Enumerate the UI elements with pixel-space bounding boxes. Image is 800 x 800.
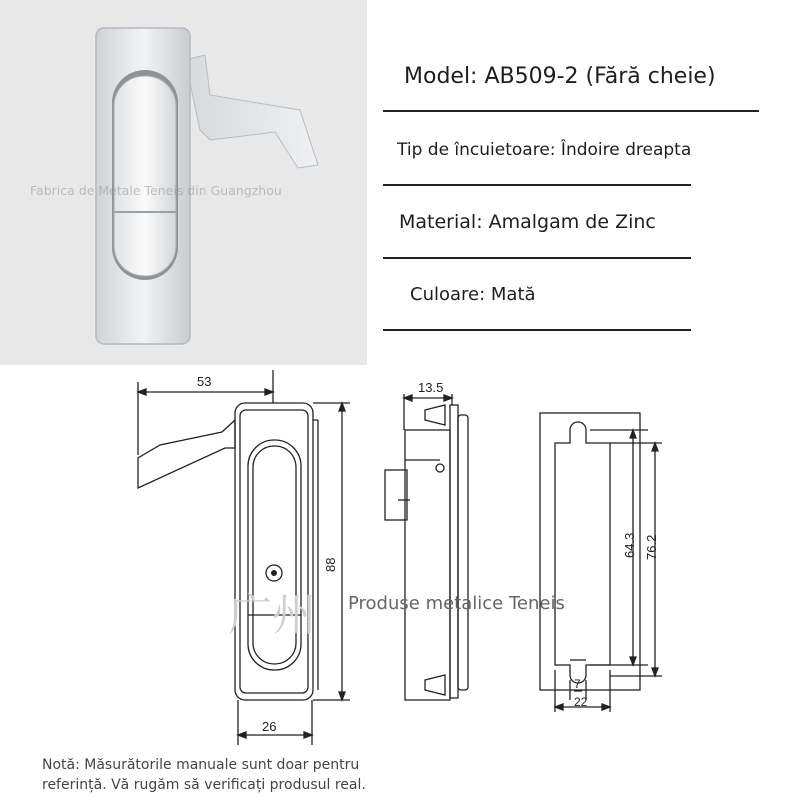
- dim-22: 22: [574, 695, 588, 709]
- note-line-2: referință. Vă rugăm să verificați produsul real.: [42, 777, 366, 793]
- drawing-watermark: Produse metalice Teneis: [348, 593, 565, 614]
- latch-outline: [138, 420, 235, 488]
- product-photo: [0, 0, 367, 365]
- dim-88: 88: [323, 557, 338, 572]
- divider: [383, 110, 759, 112]
- color-label: Culoare: Mată: [410, 284, 536, 305]
- photo-watermark: Fabrica de Metale Teneis din Guangzhou: [30, 183, 282, 198]
- note-line-1: Notă: Măsurătorile manuale sunt doar pentru: [42, 757, 360, 773]
- model-label: Model: AB509-2 (Fără cheie): [404, 64, 716, 89]
- material-label: Material: Amalgam de Zinc: [399, 211, 656, 233]
- dim-53: 53: [197, 374, 212, 389]
- technical-drawing: [0, 370, 800, 800]
- dim-76-2: 76.2: [644, 534, 659, 560]
- dim-13-5: 13.5: [418, 380, 444, 395]
- divider: [383, 257, 691, 259]
- dim-7: 7: [574, 677, 581, 691]
- watermark-glyphs: 广州: [228, 591, 316, 640]
- lock-type-label: Tip de încuietoare: Îndoire dreapta: [397, 140, 692, 160]
- divider: [383, 184, 691, 186]
- dim-26: 26: [262, 719, 277, 734]
- dim-64-3: 64.3: [622, 532, 637, 558]
- divider: [383, 329, 691, 331]
- disclaimer-note: [42, 755, 402, 795]
